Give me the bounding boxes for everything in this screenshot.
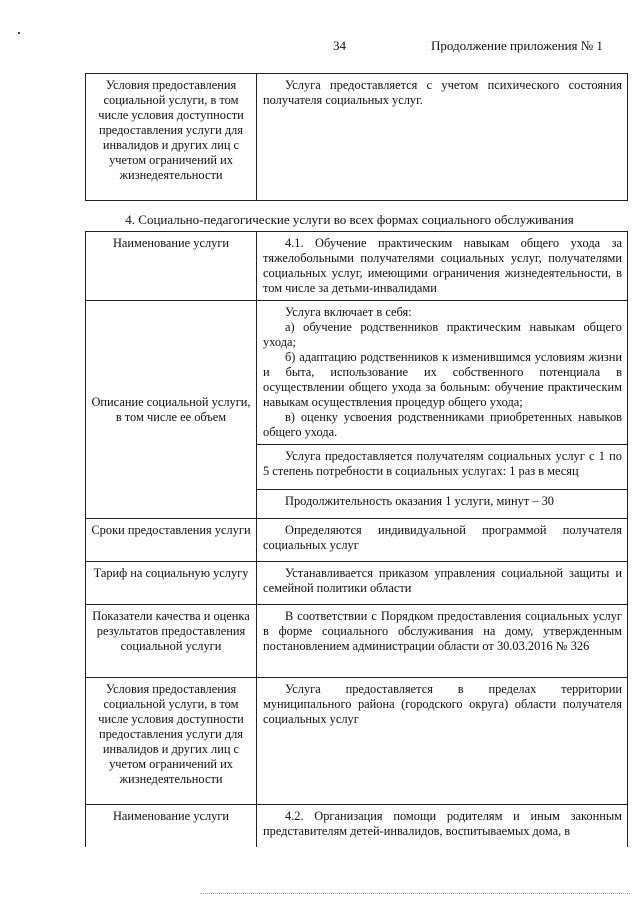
tariff-label: Тариф на социальную услугу (86, 562, 257, 605)
scan-dot (18, 32, 20, 34)
terms-value: Определяются индивидуальной программой получателя социальных услуг (257, 519, 628, 562)
service-name-value: 4.1. Обучение практическим навыкам общего ухода за тяжелобольными получателями социальных услуг, получателями социальных услуг, имеющими ограничения жизнедеятельности, в том числе за детьми-инвалидами (257, 232, 628, 301)
conditions-value-2: Услуга предоставляется в пределах территории муниципального района (городского округа) области получателя социальных услуг (257, 678, 628, 805)
service-name-label-2: Наименование услуги (86, 805, 257, 848)
quality-label: Показатели качества и оценка результатов предоставления социальной услуги (86, 605, 257, 678)
table-row (86, 74, 628, 201)
section-title: 4. Социально-педагогические услуги во всех формах социального обслуживания (125, 212, 574, 227)
table-row (86, 678, 628, 805)
table-row (86, 301, 628, 445)
service-name-label: Наименование услуги (86, 232, 257, 301)
description-content (257, 301, 628, 445)
tariff-value: Устанавливается приказом управления социальной защиты и семейной политики области (257, 562, 628, 605)
frequency-value: Услуга предоставляется получателям социальных услуг с 1 по 5 степень потребности в социальных услугах: 1 раз в месяц (257, 445, 628, 490)
list-item: б) адаптацию родственников к изменившимся условиям жизни и быта, использование их собственного потенциала в осуществлении общего ухода за больным: обучение практическим навыкам осуществления процедур общего ухода; (263, 350, 622, 409)
table-row (86, 232, 628, 301)
duration-value: Продолжительность оказания 1 услуги, минут – 30 (257, 490, 628, 519)
quality-value: В соответствии с Порядком предоставления социальных услуг в форме социального обслуживания на дому, утвержденным постановлением администрации области от 30.03.2016 № 326 (257, 605, 628, 678)
list-item: в) оценку усвоения родственниками приобретенных навыков общего ухода. (263, 410, 622, 439)
table-row (86, 605, 628, 678)
conditions-label-2: Условия предоставления социальной услуги, в том числе условия доступности предоставления услуги для инвалидов и других лиц с учетом ограничений их жизнедеятельности (86, 678, 257, 805)
conditions-label: Условия предоставления социальной услуги, в том числе условия доступности предоставления услуги для инвалидов и других лиц с учетом ограничений их жизнедеятельности (86, 74, 257, 201)
appendix-label: Продолжение приложения № 1 (431, 38, 603, 53)
list-item: а) обучение родственников практическим навыкам общего ухода; (263, 320, 622, 349)
page-header (0, 38, 639, 58)
table-row (86, 805, 628, 848)
page-number: 34 (333, 38, 346, 53)
table-row (86, 562, 628, 605)
description-label: Описание социальной услуги, в том числе ее объем (86, 301, 257, 519)
service-name-value-2: 4.2. Организация помощи родителям и иным законным представителям детей-инвалидов, воспитываемых дома, в (257, 805, 628, 848)
top-table (85, 73, 628, 201)
includes-heading: Услуга включает в себя: (285, 305, 412, 319)
scan-edge (200, 893, 630, 894)
terms-label: Сроки предоставления услуги (86, 519, 257, 562)
services-table (85, 231, 628, 847)
table-row (86, 519, 628, 562)
conditions-value: Услуга предоставляется с учетом психического состояния получателя социальных услуг. (257, 74, 628, 201)
